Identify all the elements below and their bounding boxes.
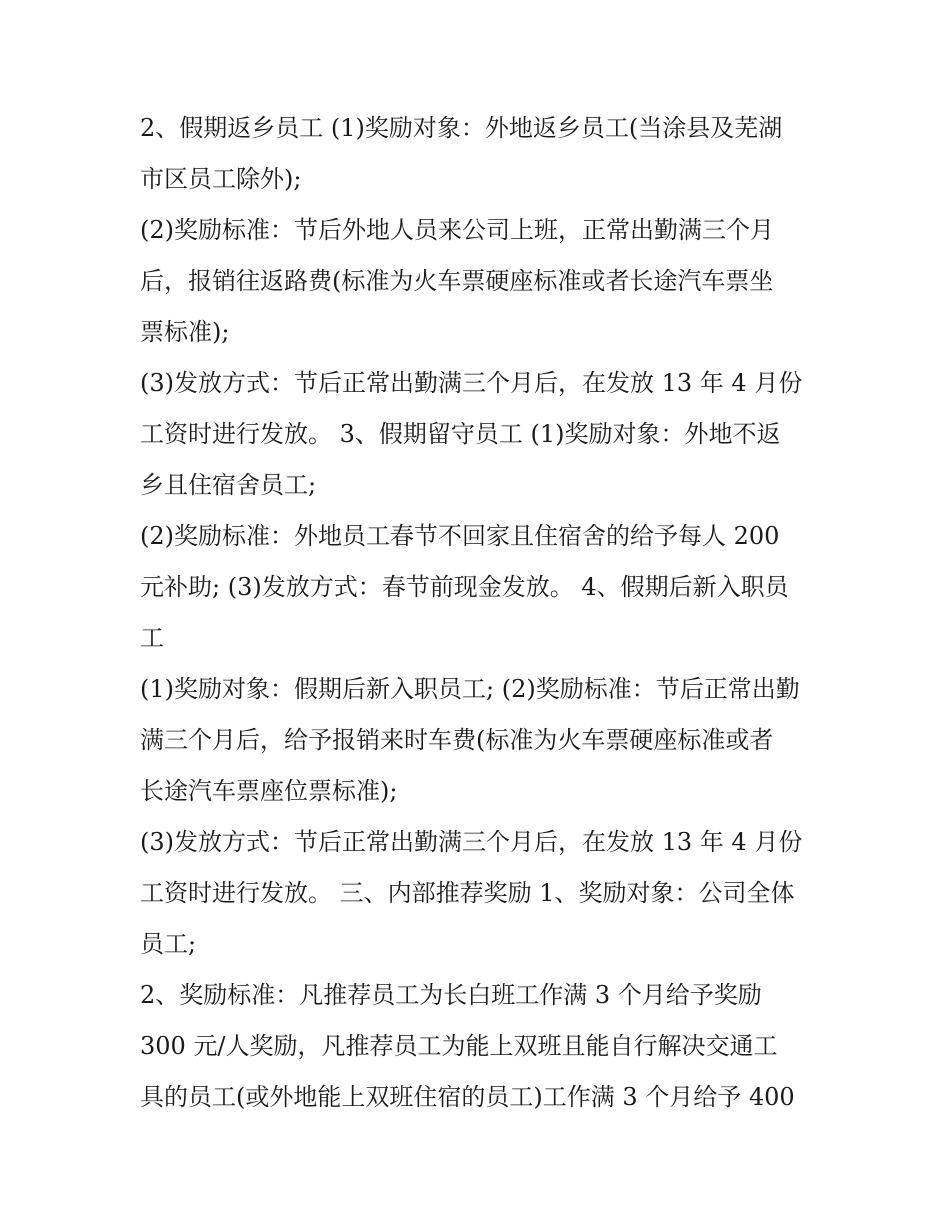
paragraph <box>140 970 820 1123</box>
text-line: 工资时进行发放。 3、假期留守员工 (1)奖励对象：外地不返 <box>140 420 781 448</box>
text-line: 乡且住宿舍员工; <box>140 471 317 499</box>
text-line: 员工; <box>140 930 197 958</box>
text-line: 具的员工(或外地能上双班住宿的员工)工作满 3 个月给予 400 <box>140 1083 795 1111</box>
text-line: 工资时进行发放。 三、内部推荐奖励 1、奖励对象：公司全体 <box>140 879 795 907</box>
paragraph <box>140 664 820 817</box>
text-line: (2)奖励标准：节后外地人员来公司上班，正常出勤满三个月 <box>140 216 774 244</box>
text-line: 满三个月后，给予报销来时车费(标准为火车票硬座标准或者 <box>140 726 774 754</box>
text-line: 票标准); <box>140 318 230 346</box>
text-line: 长途汽车票座位票标准); <box>140 777 398 805</box>
paragraph <box>140 103 820 205</box>
text-line: (1)奖励对象：假期后新入职员工; (2)奖励标准：节后正常出勤 <box>140 675 800 703</box>
paragraph <box>140 358 820 511</box>
paragraph <box>140 205 820 358</box>
text-line: 2、奖励标准：凡推荐员工为长白班工作满 3 个月给予奖励 <box>140 981 762 1009</box>
text-line: 工 <box>140 624 164 652</box>
text-line: 后，报销往返路费(标准为火车票硬座标准或者长途汽车票坐 <box>140 267 774 295</box>
text-line: 市区员工除外); <box>140 165 302 193</box>
text-line: 300 元/人奖励，凡推荐员工为能上双班且能自行解决交通工 <box>140 1032 778 1060</box>
paragraph <box>140 511 820 664</box>
text-line: (2)奖励标准：外地员工春节不回家且住宿舍的给予每人 200 <box>140 522 780 550</box>
text-line: 2、假期返乡员工 (1)奖励对象：外地返乡员工(当涂县及芜湖 <box>140 114 783 142</box>
document-body <box>140 103 820 1123</box>
text-line: 元补助; (3)发放方式：春节前现金发放。 4、假期后新入职员 <box>140 573 789 601</box>
paragraph <box>140 817 820 970</box>
text-line: (3)发放方式：节后正常出勤满三个月后，在发放 13 年 4 月份 <box>140 828 803 856</box>
text-line: (3)发放方式：节后正常出勤满三个月后，在发放 13 年 4 月份 <box>140 369 803 397</box>
